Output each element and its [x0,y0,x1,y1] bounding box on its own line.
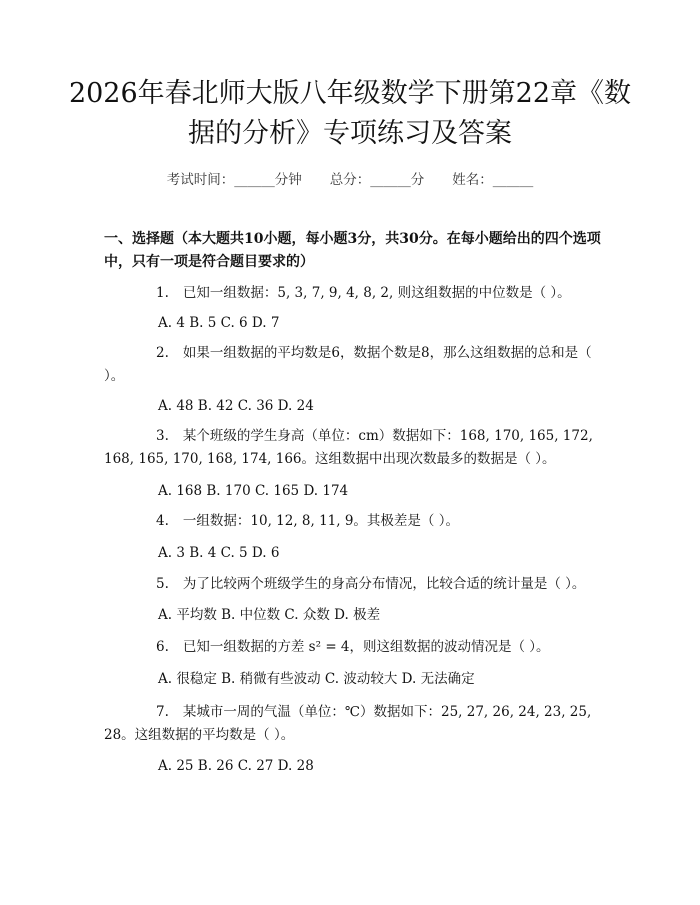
document-title: 2026年春北师大版八年级数学下册第22章《数据的分析》专项练习及答案 [68,78,632,149]
question-6-options: A. 很稳定 B. 稍微有些波动 C. 波动较大 D. 无法确定 [158,671,475,687]
question-3-options: A. 168 B. 170 C. 165 D. 174 [158,483,349,499]
question-text: 已知一组数据：5, 3, 7, 9, 4, 8, 2, 则这组数据的中位数是（ ）。 [182,285,571,301]
question-1 [104,282,604,305]
question-text: 某城市一周的气温（单位：℃）数据如下：25, 27, 26, 24, 23, 25, 28。这组数据的平均数是（ ）。 [104,704,592,743]
question-6 [104,636,604,659]
section-heading: 一、选择题（本大题共10小题，每小题3分，共30分。在每小题给出的四个选项中，只有一项是符合题目要求的） [104,231,601,270]
question-number: 6. [156,639,169,655]
question-text: 为了比较两个班级学生的身高分布情况，比较合适的统计量是（ ）。 [182,576,586,592]
student-name-field: 姓名：______ [452,172,534,188]
question-3 [104,425,604,471]
question-2 [104,342,604,388]
question-number: 7. [156,704,169,720]
question-text: 一组数据：10, 12, 8, 11, 9。其极差是（ ）。 [182,513,459,529]
exam-info-line [0,168,700,188]
question-text: 如果一组数据的平均数是6，数据个数是8，那么这组数据的总和是（ ）。 [104,345,592,384]
question-number: 1. [156,285,169,301]
question-number: 4. [156,513,169,529]
question-number: 2. [156,345,169,361]
question-text: 已知一组数据的方差 s² = 4，则这组数据的波动情况是（ ）。 [182,639,550,655]
question-number: 3. [156,428,169,444]
question-4 [104,510,604,533]
question-7 [104,701,604,747]
question-number: 5. [156,576,169,592]
question-4-options: A. 3 B. 4 C. 5 D. 6 [158,545,280,561]
question-2-options: A. 48 B. 42 C. 36 D. 24 [158,398,314,414]
total-score-field: 总分：______分 [329,172,425,188]
question-text: 某个班级的学生身高（单位：cm）数据如下：168, 170, 165, 172, 168, 165, 170, 168, 174, 166。这组数据中出现次数最多的数据是（ ）。 [104,428,593,467]
exam-time-field: 考试时间：______分钟 [166,172,302,188]
question-5-options: A. 平均数 B. 中位数 C. 众数 D. 极差 [158,607,381,623]
question-1-options: A. 4 B. 5 C. 6 D. 7 [158,315,280,331]
question-5 [104,573,604,596]
question-7-options: A. 25 B. 26 C. 27 D. 28 [158,758,314,774]
